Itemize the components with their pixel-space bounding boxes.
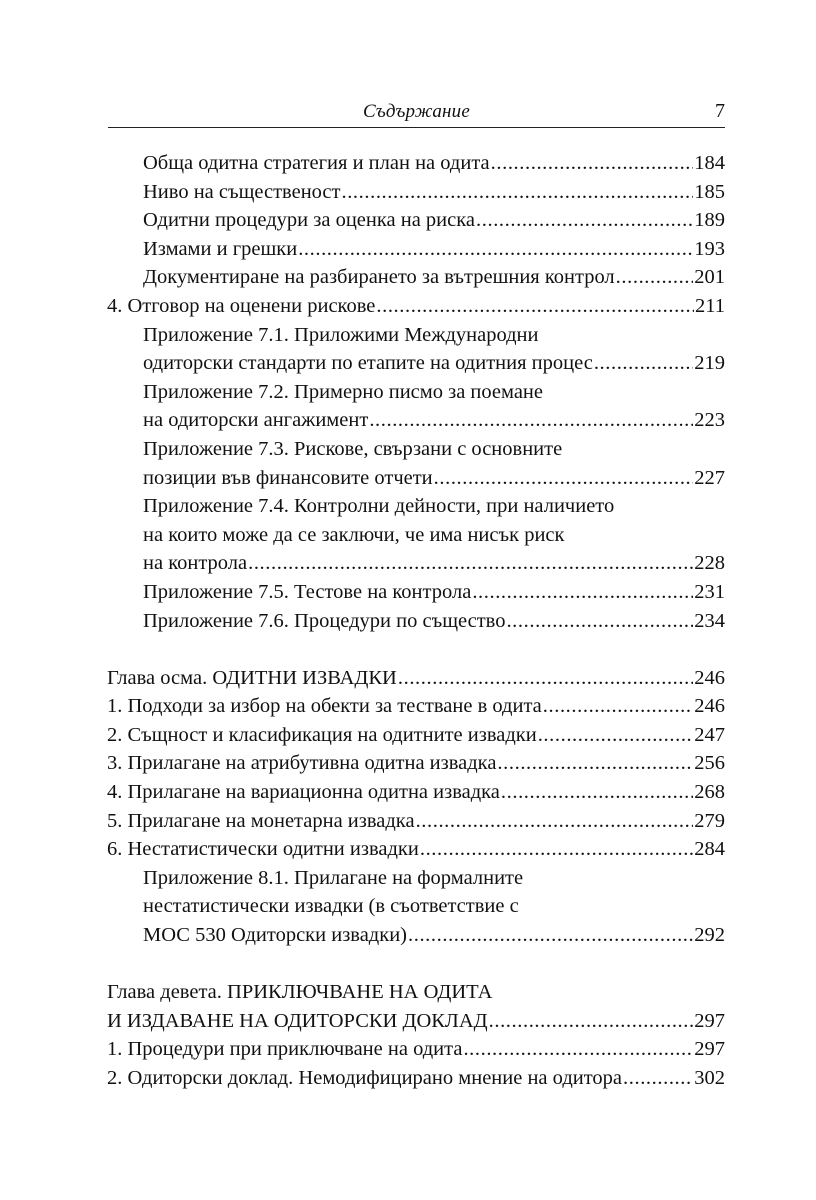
toc-entry-title: на които може да се заключи, че има нисък риск bbox=[143, 523, 565, 546]
toc-subentry bbox=[107, 263, 725, 292]
toc-subentry bbox=[107, 464, 725, 493]
toc-page-number: 247 bbox=[694, 723, 725, 746]
toc-entry-title: Глава девета. ПРИКЛЮЧВАНЕ НА ОДИТА bbox=[107, 981, 493, 1004]
toc-page-number: 201 bbox=[694, 266, 725, 289]
toc-page-number: 184 bbox=[694, 152, 725, 174]
toc-page-number: 279 bbox=[694, 809, 725, 832]
dot-leader bbox=[538, 721, 694, 750]
dot-leader bbox=[248, 549, 693, 578]
toc-page-number: 297 bbox=[694, 1009, 725, 1032]
dot-leader bbox=[497, 749, 693, 778]
toc-entry bbox=[107, 835, 725, 864]
toc-page-number: 211 bbox=[695, 294, 725, 317]
dot-leader bbox=[491, 149, 694, 178]
dot-leader bbox=[416, 807, 694, 836]
toc-entry bbox=[107, 749, 725, 778]
toc-page-number: 231 bbox=[694, 580, 725, 603]
toc-page-number: 292 bbox=[694, 924, 725, 947]
toc-entry-title: на контрола bbox=[143, 552, 248, 575]
dot-leader bbox=[398, 664, 693, 693]
toc-subentry bbox=[107, 235, 725, 264]
page-number: 7 bbox=[715, 100, 725, 122]
toc-entry-title: нестатистически извадки (в съответствие с bbox=[143, 895, 519, 918]
toc-page-number: 223 bbox=[694, 409, 725, 432]
toc-entry bbox=[107, 1007, 725, 1036]
toc-entry-title: позиции във финансовите отчети bbox=[143, 466, 433, 489]
toc-entry-title: И ИЗДАВАНЕ НА ОДИТОРСКИ ДОКЛАД bbox=[107, 1009, 488, 1032]
toc-subentry bbox=[107, 378, 725, 407]
toc-entry-title: Приложение 7.3. Рискове, свързани с основните bbox=[143, 437, 563, 460]
toc-entry bbox=[107, 721, 725, 750]
toc-entry-title: Приложение 8.1. Прилагане на формалните bbox=[143, 866, 524, 889]
dot-leader bbox=[616, 263, 694, 292]
toc-page-number: 246 bbox=[694, 695, 725, 718]
toc-entry bbox=[107, 292, 725, 321]
toc-page-number: 246 bbox=[694, 666, 725, 689]
toc-subentry bbox=[107, 492, 725, 521]
dot-leader bbox=[298, 235, 693, 264]
toc-subentry bbox=[107, 406, 725, 435]
toc-subentry bbox=[107, 321, 725, 350]
toc-subentry bbox=[107, 864, 725, 893]
dot-leader bbox=[463, 1035, 693, 1064]
toc-subentry bbox=[107, 921, 725, 950]
dot-leader bbox=[341, 178, 693, 207]
dot-leader bbox=[501, 778, 693, 807]
dot-leader bbox=[476, 206, 693, 235]
toc-subentry bbox=[107, 435, 725, 464]
toc-subentry bbox=[107, 178, 725, 207]
toc-subentry bbox=[107, 578, 725, 607]
toc-entry-title: Одитни процедури за оценка на риска bbox=[143, 209, 476, 232]
toc-entry bbox=[107, 807, 725, 836]
toc-subentry bbox=[107, 149, 725, 178]
toc-entry-title: 4. Прилагане на вариационна одитна извадка bbox=[107, 781, 500, 804]
toc-page-number: 228 bbox=[694, 552, 725, 575]
toc-page-number: 256 bbox=[694, 752, 725, 775]
toc-page-number: 227 bbox=[694, 466, 725, 489]
toc-entry bbox=[107, 692, 725, 721]
running-title: Съдържание bbox=[362, 101, 471, 122]
dot-leader bbox=[369, 406, 693, 435]
toc-entry-title: Приложение 7.1. Приложими Международни bbox=[143, 323, 539, 346]
toc-page-number: 185 bbox=[694, 180, 725, 203]
dot-leader bbox=[420, 835, 693, 864]
toc-entry-title: 5. Прилагане на монетарна извадка bbox=[107, 809, 415, 832]
toc-page-number: 302 bbox=[694, 1067, 725, 1089]
dot-leader bbox=[594, 349, 693, 378]
toc-entry-title: Приложение 7.2. Примерно писмо за поемане bbox=[143, 380, 544, 403]
toc-page-number: 234 bbox=[694, 609, 725, 632]
toc-entry-title: 6. Нестатистически одитни извадки bbox=[107, 838, 419, 861]
toc-entry-title: Приложение 7.5. Тестове на контрола bbox=[143, 580, 472, 603]
toc-subentry bbox=[107, 549, 725, 578]
toc-entry bbox=[107, 1035, 725, 1064]
toc-entry-title: одиторски стандарти по етапите на одитния процес bbox=[143, 352, 593, 375]
toc-entry bbox=[107, 664, 725, 693]
toc-subentry bbox=[107, 892, 725, 921]
toc-entry-title: Приложение 7.4. Контролни дейности, при наличието bbox=[143, 495, 615, 518]
toc-entry-title: на одиторски ангажимент bbox=[143, 409, 369, 432]
toc-page-number: 189 bbox=[694, 209, 725, 232]
toc-entry-title: 1. Процедури при приключване на одита bbox=[107, 1038, 463, 1061]
toc-entry-title: 3. Прилагане на атрибутивна одитна извадка bbox=[107, 752, 497, 775]
toc-entry-title: Глава осма. ОДИТНИ ИЗВАДКИ bbox=[107, 666, 397, 689]
toc-subentry bbox=[107, 349, 725, 378]
toc-page-number: 193 bbox=[694, 237, 725, 260]
toc-page-number: 219 bbox=[694, 352, 725, 375]
toc-entry-title: Измами и грешки bbox=[143, 237, 298, 260]
dot-leader bbox=[623, 1064, 693, 1093]
running-header bbox=[108, 97, 725, 128]
dot-leader bbox=[472, 578, 693, 607]
toc-entry-title: Обща одитна стратегия и план на одита bbox=[143, 152, 490, 174]
toc-entry-title: 4. Отговор на оценени рискове bbox=[107, 294, 376, 317]
dot-leader bbox=[506, 607, 693, 636]
toc-entry-title: 2. Същност и класификация на одитните извадки bbox=[107, 723, 537, 746]
toc-entry-title: МОС 530 Одиторски извадки) bbox=[143, 924, 407, 947]
toc-entry bbox=[107, 1064, 725, 1093]
toc-entry-title: 2. Одиторски доклад. Немодифицирано мнение на одитора bbox=[107, 1067, 623, 1089]
dot-leader bbox=[408, 921, 693, 950]
toc-entry-title: Приложение 7.6. Процедури по същество bbox=[143, 609, 506, 632]
dot-leader bbox=[489, 1007, 694, 1036]
toc-entry-title: Документиране на разбирането за вътрешния контрол bbox=[143, 266, 615, 289]
toc-entry bbox=[107, 778, 725, 807]
toc-entry bbox=[107, 978, 725, 1007]
toc-page-number: 284 bbox=[694, 838, 725, 861]
toc-subentry bbox=[107, 521, 725, 550]
toc-entry-title: 1. Подходи за избор на обекти за тестване в одита bbox=[107, 695, 542, 718]
dot-leader bbox=[543, 692, 693, 721]
toc-subentry bbox=[107, 607, 725, 636]
dot-leader bbox=[376, 292, 694, 321]
toc-subentry bbox=[107, 206, 725, 235]
toc-entry-title: Ниво на същественост bbox=[143, 180, 341, 203]
toc-page-number: 297 bbox=[694, 1038, 725, 1061]
toc-page-number: 268 bbox=[694, 781, 725, 804]
dot-leader bbox=[434, 464, 694, 493]
table-of-contents bbox=[107, 149, 725, 1093]
